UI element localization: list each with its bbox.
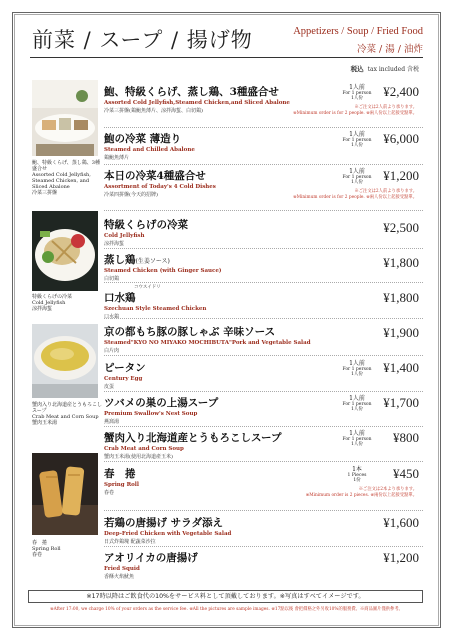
- item-name-jp: 口水鶏: [104, 292, 136, 304]
- item-name-cn: 香酥火焰魷魚: [104, 574, 135, 580]
- item-price: ¥2,500: [383, 220, 419, 235]
- photo-caption-cn: 蟹肉玉米湯: [32, 420, 58, 426]
- item-name-en: Deep-Fried Chicken with Vegetable Salad: [104, 531, 232, 537]
- min-en: ※Minimum order is for 2 people.: [293, 195, 365, 200]
- menu-item: [104, 550, 419, 580]
- qty-cn: 1人份: [351, 143, 363, 148]
- photo-corn-soup: [32, 324, 98, 398]
- item-name-cn: 皮蛋: [104, 384, 115, 390]
- menu-item: [104, 168, 419, 198]
- photo-caption-en: Spring Roll: [32, 546, 61, 552]
- menu-item: [104, 324, 419, 354]
- divider: [104, 282, 423, 283]
- item-name-cn: 冷菜三拼盤(鶏鮑魚薄片、涼拌海蜇、白切鶏): [104, 108, 203, 114]
- qty-cn: 1人份: [351, 96, 363, 101]
- menu-item: [104, 84, 419, 114]
- title-english: Appetizers / Soup / Fried Food: [293, 26, 423, 37]
- photo-caption-4: [32, 540, 102, 558]
- item-price: ¥1,200: [383, 550, 419, 565]
- min-order-note: ※ご注文は2人前より承ります。: [354, 105, 417, 110]
- title-chinese: 冷菜 / 湯 / 油炸: [357, 44, 423, 55]
- item-qty: [342, 467, 372, 484]
- min-order-note-en: [293, 194, 417, 200]
- item-price: ¥1,900: [383, 325, 419, 340]
- item-price: ¥800: [393, 430, 419, 445]
- photo-caption-cn: 涼拌海蜇: [32, 306, 53, 312]
- item-price: ¥1,200: [383, 168, 419, 183]
- qty-en: 1 Pieces: [347, 472, 367, 478]
- item-name-jp: 春 捲: [104, 468, 136, 480]
- photo-caption-cn: 春卷: [32, 552, 43, 558]
- menu-item: [104, 515, 419, 545]
- qty-en: For 1 person: [342, 436, 372, 442]
- item-name-en: Steamed Chicken (with Ginger Sauce): [104, 268, 222, 274]
- photo-caption-jp: 春 捲: [32, 540, 48, 546]
- item-qty: [342, 361, 372, 378]
- divider: [104, 426, 423, 427]
- item-name-en: Spring Roll: [104, 482, 139, 488]
- qty-jp: 1人前: [349, 168, 365, 175]
- tax-jp: 税込: [350, 65, 364, 73]
- item-qty: [342, 169, 372, 186]
- photo-caption-en: Cold Jellyfish: [32, 300, 66, 306]
- item-qty: [342, 396, 372, 413]
- qty-cn: 1人份: [351, 372, 363, 377]
- divider: [104, 546, 423, 547]
- footer-notice: ※17時以降はご飲食代の10%をサービス料として頂戴しております。※写真はすべてイメージです。: [28, 590, 423, 603]
- min-cn: ※兩份以上起接受點單。: [370, 493, 417, 498]
- item-name-en: Cold Jellyfish: [104, 233, 145, 239]
- menu-item: [104, 395, 419, 425]
- photo-caption-jp: 特級くらげの冷菜: [32, 294, 73, 300]
- qty-jp: 1本: [352, 466, 362, 473]
- qty-jp: 1人前: [349, 84, 365, 91]
- item-name-en: Assorted Cold Jellyfish,Steamed Chicken,and Sliced Abalone: [104, 100, 290, 106]
- item-name-jp: 京の都もち豚の豚しゃぶ 辛味ソース: [104, 326, 276, 338]
- item-name-en: Steamed"KYO NO MIYAKO MOCHIBUTA"Pork and Vegetable Salad: [104, 340, 311, 346]
- item-price: ¥450: [393, 466, 419, 481]
- tax-cn: 含税: [406, 66, 419, 73]
- divider: [104, 164, 423, 165]
- min-en: ※Minimum order is 2 pieces.: [305, 493, 370, 498]
- divider: [104, 461, 423, 462]
- divider: [104, 318, 423, 319]
- item-name-jp: 本日の冷菜4種盛合せ: [104, 170, 206, 182]
- tax-en: tax included: [367, 66, 406, 73]
- min-order-note-en: [293, 110, 417, 116]
- item-name-en: Crab Meat and Corn Soup: [104, 446, 184, 452]
- item-qty: [342, 132, 372, 149]
- title-rule: [30, 57, 423, 58]
- photo-caption-en: Crab Meat and Corn Soup: [32, 414, 99, 420]
- item-name-jp-sub: (生姜ソース): [135, 258, 170, 265]
- footer-notes: ※After 17:00, we charge 10% of your orders as the service fee. ※All the pictures are sample images. ※17點以後 會把價格之外另收10%的服務費。※商品圖片僅供參考。: [50, 607, 403, 612]
- item-qty: [342, 85, 372, 102]
- item-name-jp: アオリイカの唐揚げ: [104, 552, 198, 564]
- qty-en: For 1 person: [342, 174, 372, 180]
- qty-cn: 1份: [353, 478, 361, 483]
- item-name-en: Steamed and Chilled Abalone: [104, 147, 195, 153]
- tax-note: [351, 64, 419, 73]
- item-name-cn: 日式炸鶏塊 配蔬菜沙拉: [104, 539, 156, 545]
- item-name-jp: 蟹肉入り北海道産とうもろこしスープ: [104, 432, 282, 444]
- item-price: ¥1,400: [383, 360, 419, 375]
- item-name-jp: 若鶏の唐揚げ サラダ添え: [104, 517, 224, 529]
- divider: [104, 391, 423, 392]
- menu-item: [104, 217, 419, 247]
- min-cn: ※兩人份以上起接受點單。: [366, 195, 417, 200]
- item-name-cn: 鶏鮑魚薄片: [104, 155, 130, 161]
- item-name-jp: [104, 252, 419, 267]
- min-order-note: ※ご注文は2本より承ります。: [358, 487, 417, 492]
- min-order-note: ※ご注文は2人前より承ります。: [354, 189, 417, 194]
- qty-jp: 1人前: [349, 360, 365, 367]
- item-name-cn: 白切鶏: [104, 276, 120, 282]
- menu-item: [104, 252, 419, 282]
- menu-item: [104, 466, 419, 496]
- menu-item: [104, 131, 419, 161]
- item-name-en: Assortment of Today's 4 Cold Dishes: [104, 184, 216, 190]
- qty-en: For 1 person: [342, 366, 372, 372]
- item-name-cn: 冷菜四拼盤(今天的招牌): [104, 192, 158, 198]
- min-cn: ※兩人份以上起接受點單。: [366, 111, 417, 116]
- photo-assorted-cold: [32, 80, 98, 156]
- item-name-en: Premium Swallow's Nest Soup: [104, 411, 198, 417]
- menu-item: [104, 360, 419, 390]
- item-name-cn: 燕窩湯: [104, 419, 120, 425]
- item-price: ¥1,800: [383, 290, 419, 305]
- item-name-jp: 特級くらげの冷菜: [104, 219, 188, 231]
- photo-caption-1: [32, 160, 102, 196]
- qty-jp: 1人前: [349, 395, 365, 402]
- item-name-cn: 蟹肉玉米湯(使用北海道產玉米): [104, 454, 173, 460]
- item-name-en: Fried Squid: [104, 566, 140, 572]
- qty-jp: 1人前: [349, 430, 365, 437]
- photo-caption-2: [32, 294, 102, 312]
- item-name-jp: ツバメの巣の上湯スープ: [104, 397, 219, 409]
- min-order-note-en: [306, 492, 417, 498]
- item-price: ¥2,400: [383, 84, 419, 99]
- qty-en: For 1 person: [342, 90, 372, 96]
- photo-caption-cn: 冷菜三拼盤: [32, 190, 58, 196]
- photo-caption-en: Assorted Cold Jellyfish, Steamed Chicken, and Sliced Abalone: [32, 172, 91, 190]
- item-name-cn: 春卷: [104, 490, 115, 496]
- item-price: ¥1,800: [383, 255, 419, 270]
- item-ruby: コウスイドリ: [134, 285, 161, 290]
- item-price: ¥1,600: [383, 515, 419, 530]
- item-name-jp: 鮑の冷菜 薄造り: [104, 133, 182, 145]
- photo-jellyfish: [32, 211, 98, 291]
- item-price: ¥1,700: [383, 395, 419, 410]
- min-en: ※Minimum order is for 2 people.: [293, 111, 365, 116]
- item-qty: [342, 431, 372, 448]
- item-name-en: Szechuan Style Steamed Chicken: [104, 306, 207, 312]
- divider: [104, 248, 423, 249]
- item-name-jp: ピータン: [104, 362, 146, 374]
- item-name-en: Century Egg: [104, 376, 143, 382]
- qty-en: For 1 person: [342, 401, 372, 407]
- item-name-cn: 涼拌海蜇: [104, 241, 125, 247]
- item-price: ¥6,000: [383, 131, 419, 146]
- divider: [104, 510, 423, 511]
- qty-jp: 1人前: [349, 131, 365, 138]
- divider: [104, 210, 423, 211]
- item-name-cn: 口水鶏: [104, 314, 120, 320]
- photo-spring-roll: [32, 453, 98, 535]
- divider: [104, 127, 423, 128]
- qty-cn: 1人份: [351, 407, 363, 412]
- item-name-jp-main: 蒸し鶏: [104, 254, 136, 266]
- qty-en: For 1 person: [342, 137, 372, 143]
- divider: [104, 355, 423, 356]
- photo-caption-jp: 鮑、特級くらげ、蒸し鶏、3種盛合せ: [32, 160, 100, 172]
- item-name-jp: 鮑、特級くらげ、蒸し鶏、3種盛合せ: [104, 86, 279, 98]
- qty-cn: 1人份: [351, 442, 363, 447]
- menu-item: [104, 285, 419, 320]
- item-name-cn: 白片肉: [104, 348, 120, 354]
- page-title: 前菜 / スープ / 揚げ物: [32, 28, 253, 52]
- photo-caption-jp: 蟹肉入り北海道産とうもろこしスープ: [32, 402, 103, 414]
- photo-caption-3: [32, 402, 102, 426]
- qty-cn: 1人份: [351, 180, 363, 185]
- menu-item: [104, 430, 419, 460]
